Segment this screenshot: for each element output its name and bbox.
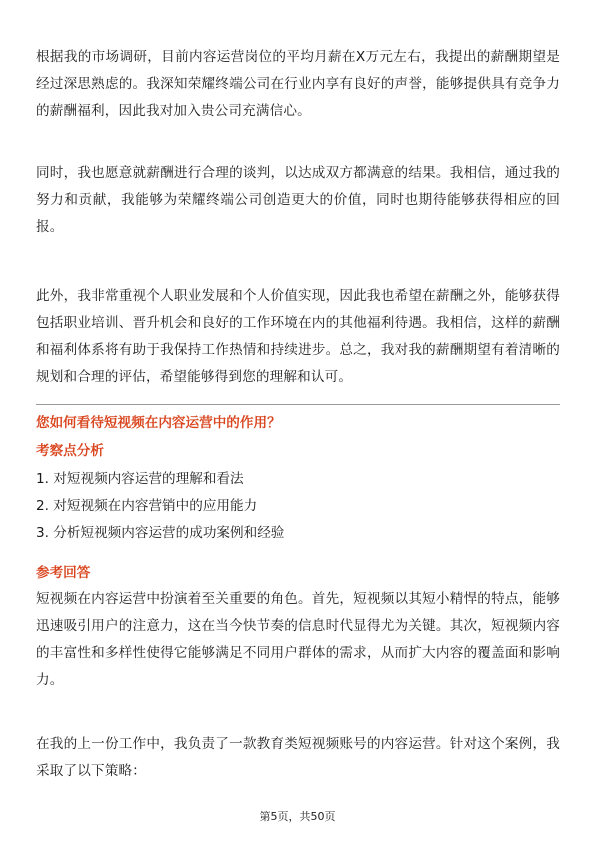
page-number-footer: 第5页，共50页 [259, 810, 336, 823]
analysis-heading: 考察点分析 [36, 443, 104, 459]
analysis-list [36, 466, 560, 547]
list-item: 3. 分析短视频内容运营的成功案例和经验 [36, 525, 285, 541]
list-item: 1. 对短视频内容运营的理解和看法 [36, 471, 244, 487]
document-page [36, 0, 560, 842]
answer-heading: 参考回答 [36, 565, 91, 581]
interview-question: 您如何看待短视频在内容运营中的作用？ [36, 415, 281, 431]
paragraph-career-development: 此外，我非常重视个人职业发展和个人价值实现，因此我也希望在薪酬之外，能够获得包括职业培训、晋升机会和良好的工作环境在内的其他福利待遇。我相信，这样的薪酬和福利体系将有助于我保持工作热情和持续进步。总之，我对我的薪酬期望有着清晰的规划和合理的评估，希望能够得到您的理解和认可。 [36, 288, 560, 385]
answer-paragraph-case: 在我的上一份工作中，我负责了一款教育类短视频账号的内容运营。针对这个案例，我采取了以下策略： [36, 736, 560, 779]
list-item: 2. 对短视频在内容营销中的应用能力 [36, 498, 258, 514]
paragraph-negotiation: 同时，我也愿意就薪酬进行合理的谈判，以达成双方都满意的结果。我相信，通过我的努力和贡献，我能够为荣耀终端公司创造更大的价值，同时也期待能够获得相应的回报。 [36, 165, 560, 235]
paragraph-salary-research: 根据我的市场调研，目前内容运营岗位的平均月薪在X万元左右，我提出的薪酬期望是经过深思熟虑的。我深知荣耀终端公司在行业内享有良好的声誉，能够提供具有竞争力的薪酬福利，因此我对加入贵公司充满信心。 [36, 49, 560, 119]
section-divider [36, 404, 560, 405]
answer-paragraph-role: 短视频在内容运营中扮演着至关重要的角色。首先，短视频以其短小精悍的特点，能够迅速吸引用户的注意力，这在当今快节奏的信息时代显得尤为关键。其次，短视频内容的丰富性和多样性使得它能够满足不同用户群体的需求，从而扩大内容的覆盖面和影响力。 [36, 591, 560, 688]
